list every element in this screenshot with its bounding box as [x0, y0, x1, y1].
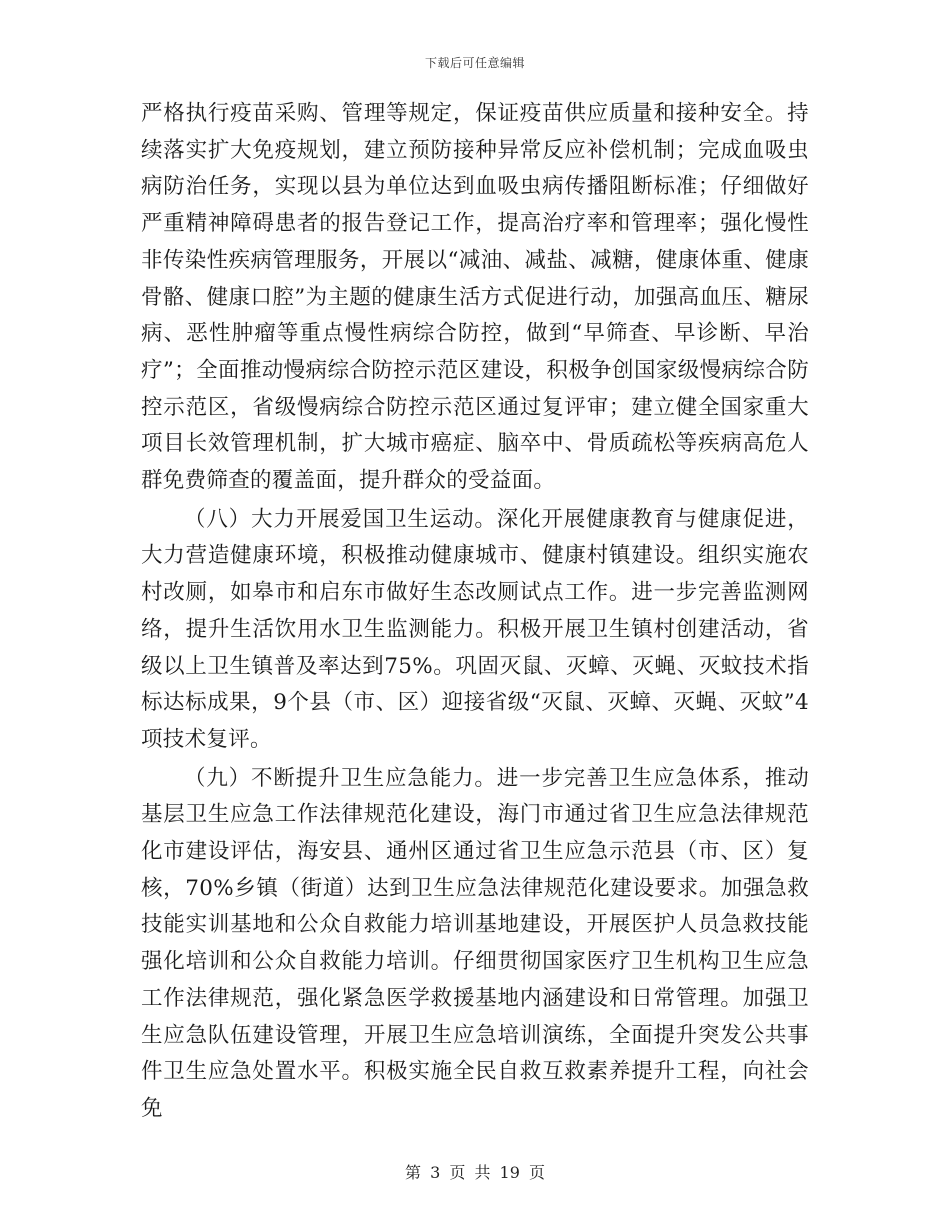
page-header-note: 下载后可任意编辑 — [424, 56, 525, 70]
document-body — [141, 96, 809, 1128]
paragraph-continued: 严格执行疫苗采购、管理等规定，保证疫苗供应质量和接种安全。持续落实扩大免疫规划，建立预防接种异常反应补偿机制；完成血吸虫病防治任务，实现以县为单位达到血吸虫病传播阻断标准；仔细做好严重精神障碍患者的报告登记工作，提高治疗率和管理率；强化慢性非传染性疾病管理服务，开展以“减油、减盐、减糖，健康体重、健康骨骼、健康口腔”为主题的健康生活方式促进行动，加强高血压、糖尿病、恶性肿瘤等重点慢性病综合防控，做到“早筛查、早诊断、早治疗”；全面推动慢病综合防控示范区建设，积极争创国家级慢病综合防控示范区，省级慢病综合防控示范区通过复评审；建立健全国家重大项目长效管理机制，扩大城市癌症、脑卒中、骨质疏松等疾病高危人群免费筛查的覆盖面，提升群众的受益面。 — [141, 101, 809, 494]
page-number-footer: 第 3 页 共 19 页 — [405, 1163, 545, 1182]
paragraph-section-8: （八）大力开展爱国卫生运动。深化开展健康教育与健康促进，大力营造健康环境，积极推动健康城市、健康村镇建设。组织实施农村改厕，如皋市和启东市做好生态改厕试点工作。进一步完善监测网络，提升生活饮用水卫生监测能力。积极开展卫生镇村创建活动，省级以上卫生镇普及率达到75%。巩固灭鼠、灭蟑、灭蝇、灭蚊技术指标达标成果，9个县（市、区）迎接省级“灭鼠、灭蟑、灭蝇、灭蚊”4项技术复评。 — [141, 506, 809, 752]
paragraph-section-9: （九）不断提升卫生应急能力。进一步完善卫生应急体系，推动基层卫生应急工作法律规范化建设，海门市通过省卫生应急法律规范化市建设评估，海安县、通州区通过省卫生应急示范县（市、区）复核，70%乡镇（街道）达到卫生应急法律规范化建设要求。加强急救技能实训基地和公众自救能力培训基地建设，开展医护人员急救技能强化培训和公众自救能力培训。仔细贯彻国家医疗卫生机构卫生应急工作法律规范，强化紧急医学救援基地内涵建设和日常管理。加强卫生应急队伍建设管理，开展卫生应急培训演练，全面提升突发公共事件卫生应急处置水平。积极实施全民自救互救素养提升工程，向社会免 — [141, 765, 809, 1121]
